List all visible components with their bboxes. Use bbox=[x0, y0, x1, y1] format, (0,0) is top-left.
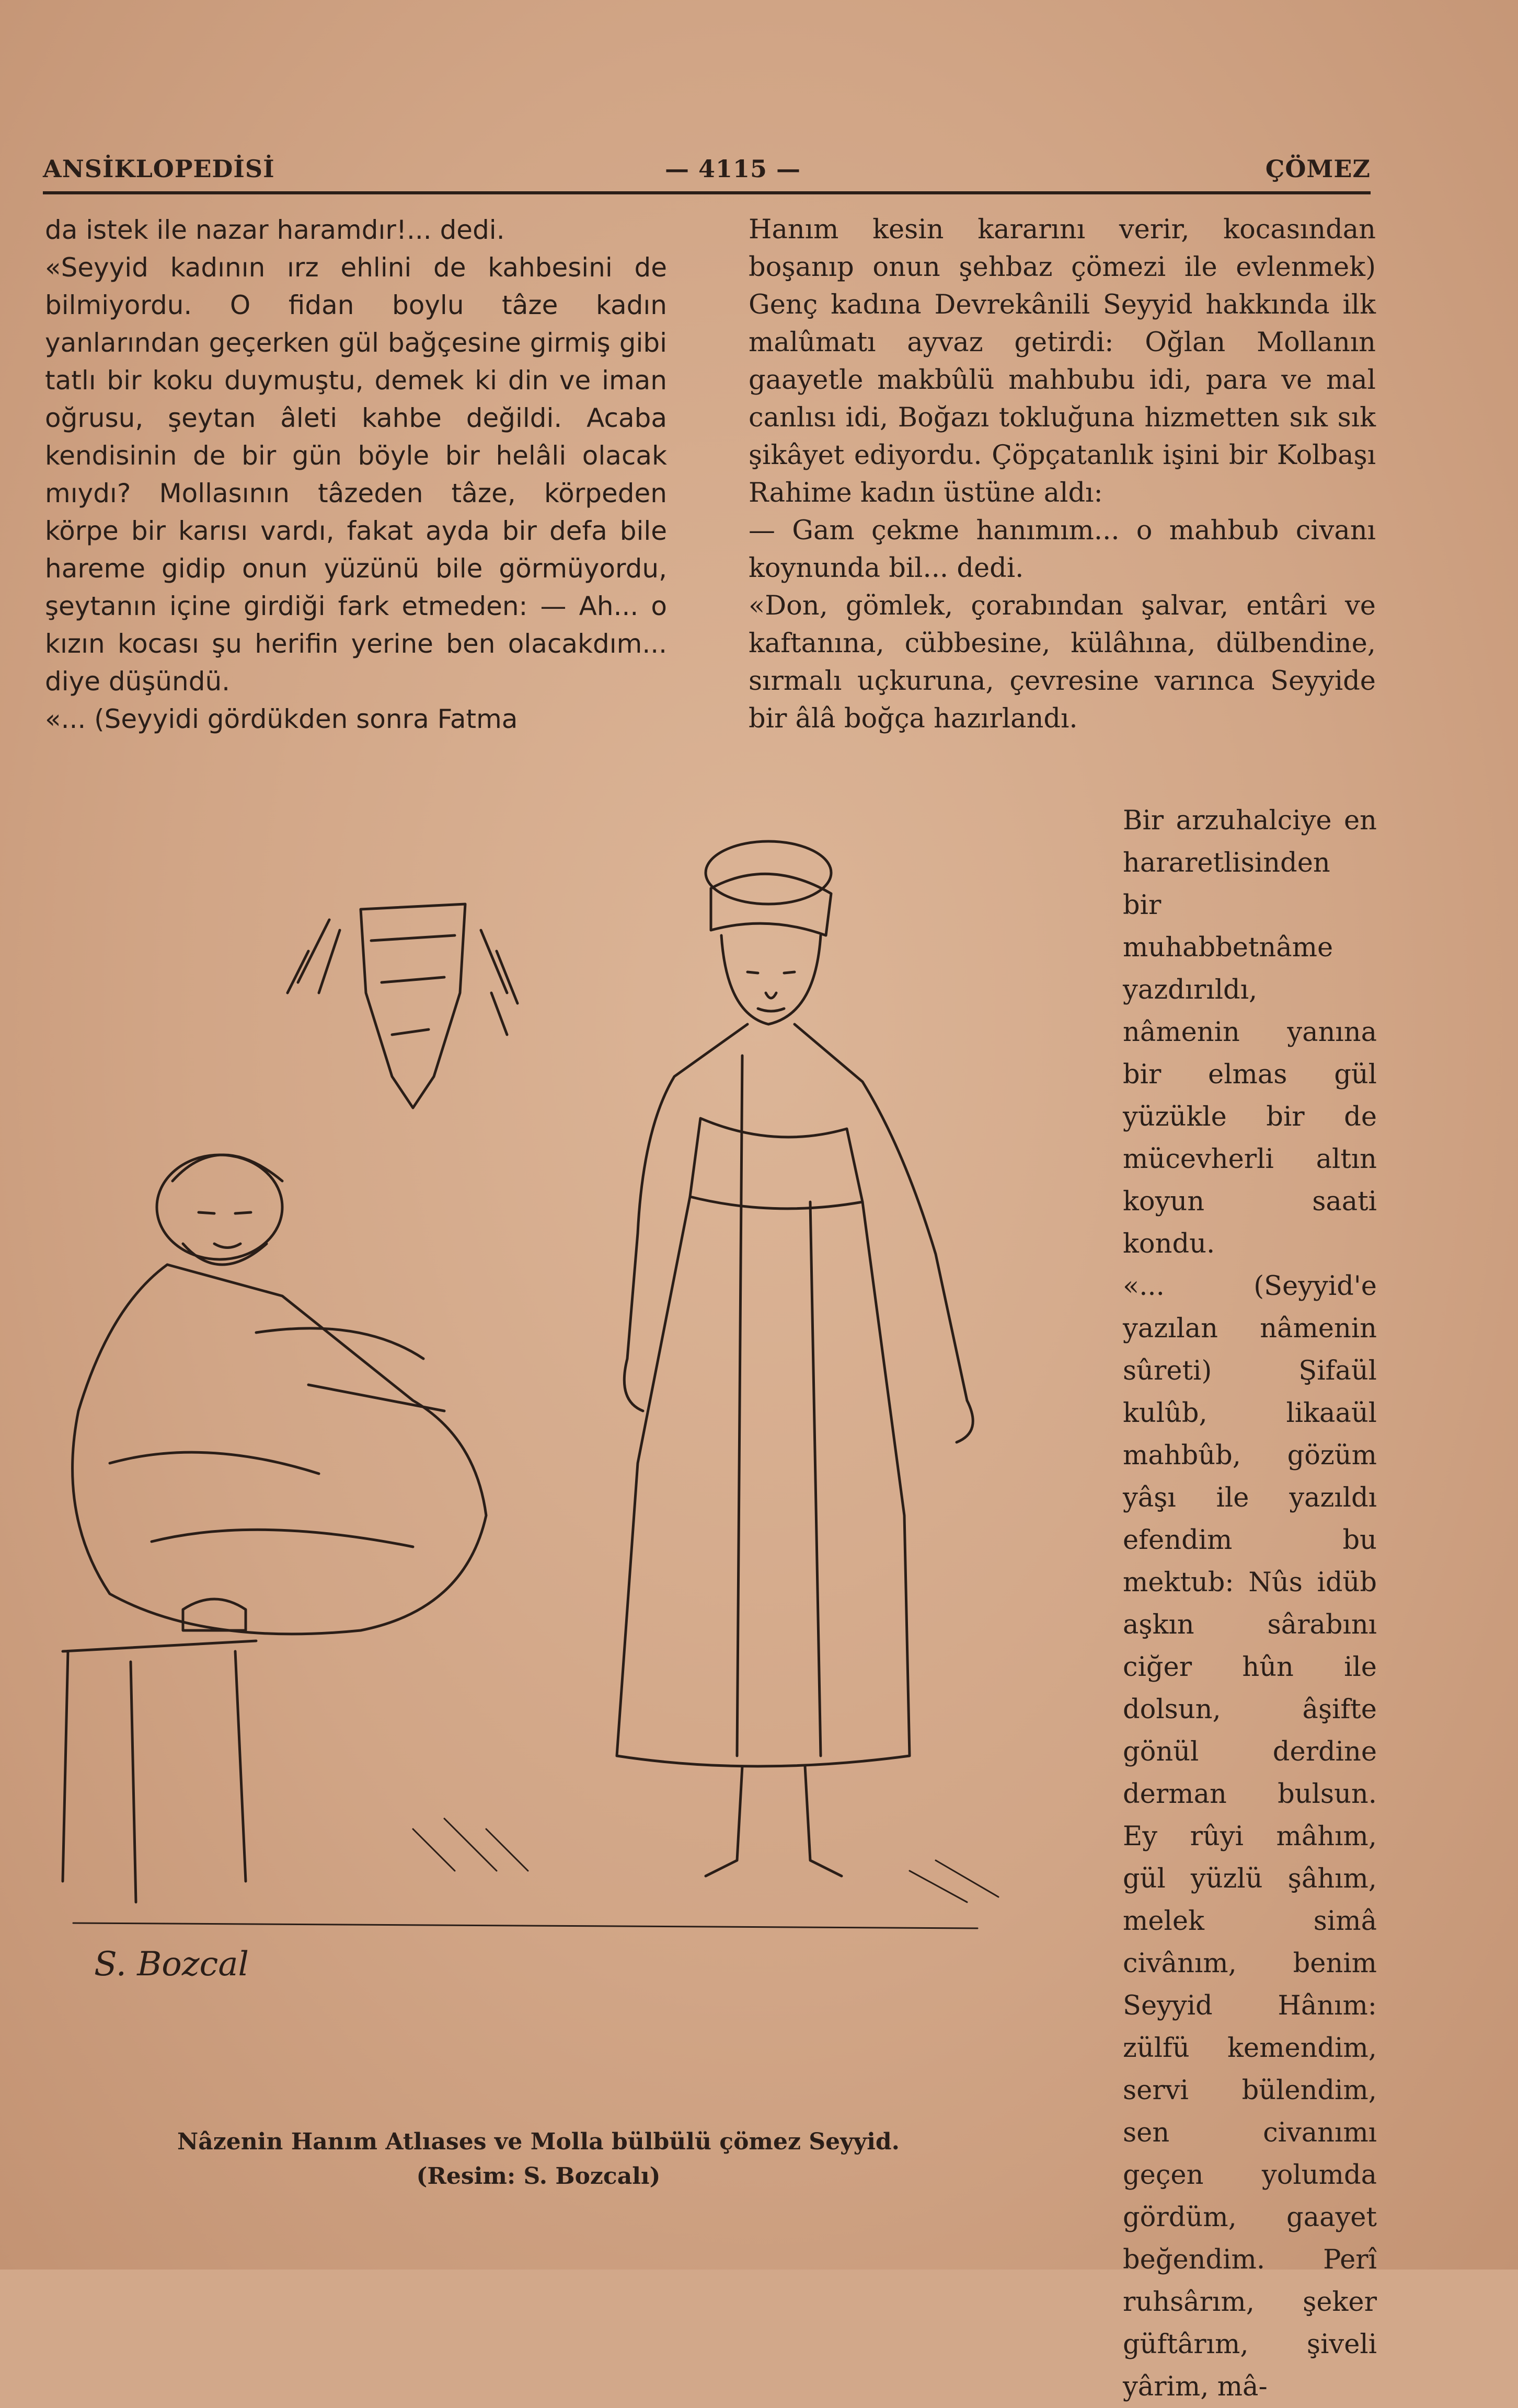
lantern-drawing bbox=[288, 904, 518, 1108]
right-column-text: Hanım kesin kararını verir, kocasından boşanıp onun şehbaz çömezi ile evlenmek) Genç kadına Devrekânili Seyyid hakkında ilk malûmatı ayvaz getirdi: Oğlan Mollanın gaayetle makbûlü mahbubu idi, para ve mal canlısı idi, Boğazı tokluğuna hizmetten sık sık şikâyet ediyordu. Çöpçatanlık işini bir Kolbaşı Rahime kadın üstüne aldı: — Gam çekme hanımım... o mahbub civanı koynunda bil... dedi. «Don, gömlek, çorabından şalvar, entâri ve kaftanına, cübbesine, külâhına, dülbendine, sırmalı uçkuruna, çevresine varınca Seyyide bir âlâ boğça hazırlandı. bbox=[749, 214, 1376, 734]
figure-caption bbox=[94, 2125, 983, 2194]
caption-credit: (Resim: S. Bozcalı) bbox=[416, 2163, 661, 2190]
illustration bbox=[47, 836, 1113, 2106]
header-entry: ÇÖMEZ bbox=[1265, 155, 1371, 183]
page-header bbox=[43, 155, 1371, 191]
side-column-text: Bir arzuhalciye en hararetlisinden bir muhabbetnâme yazdırıldı, nâmenin yanına bir elmas gül yüzükle bir de mücevherli altın koyun saati kondu. «... (Seyyid'e yazılan nâmenin sûreti) Şifaül kulûb, likaaül mahbûb, gözüm yâşı ile yazıldı efendim bu mektub: Nûs idüb aşkın sârabını ciğer hûn ile dolsun, âşifte gönül derdine derman bulsun. Ey rûyi mâhım, gül yüzlü şâhım, melek simâ civânım, benim Seyyid Hânım: zülfü kemendim, servi bülendim, sen civanımı geçen yolumda gördüm, gaayet beğendim. Perî ruhsârım, şeker güftârım, şiveli yârim, mâ- bbox=[1123, 805, 1377, 2402]
seated-woman-drawing bbox=[63, 1155, 486, 1902]
caption-title: Nâzenin Hanım Atlıases ve Molla bülbülü çömez Seyyid. bbox=[177, 2128, 900, 2155]
header-title: ANSİKLOPEDİSİ bbox=[43, 155, 275, 183]
floor-hatching bbox=[73, 1819, 998, 1928]
header-rule bbox=[43, 191, 1371, 194]
page-number: — 4115 — bbox=[665, 155, 801, 183]
seyyid-figure-drawing bbox=[617, 841, 973, 1876]
artist-signature: S. Bozcal bbox=[94, 1945, 249, 1984]
left-column-text: da istek ile nazar haramdır!... dedi. «Seyyid kadının ırz ehlini de kahbesini de bilmiyordu. O fidan boylu tâze kadın yanlarından geçerken gül bağçesine girmiş gibi tatlı bir koku duymuştu, demek ki din ve iman oğrusu, şeytan âleti kahbe değildi. Acaba kendisinin de bir gün böyle bir helâli olacak mıydı? Mollasının tâzeden tâze, körpeden körpe bir karısı vardı, fakat ayda bir defa bile hareme gidip onun yüzünü bile görmüyordu, şeytanın içine girdiği fark etmeden: — Ah... o kızın kocası şu herifin yerine ben olacakdım... diye düşündü. «... (Seyyidi gördükden sonra Fatma bbox=[45, 215, 667, 734]
